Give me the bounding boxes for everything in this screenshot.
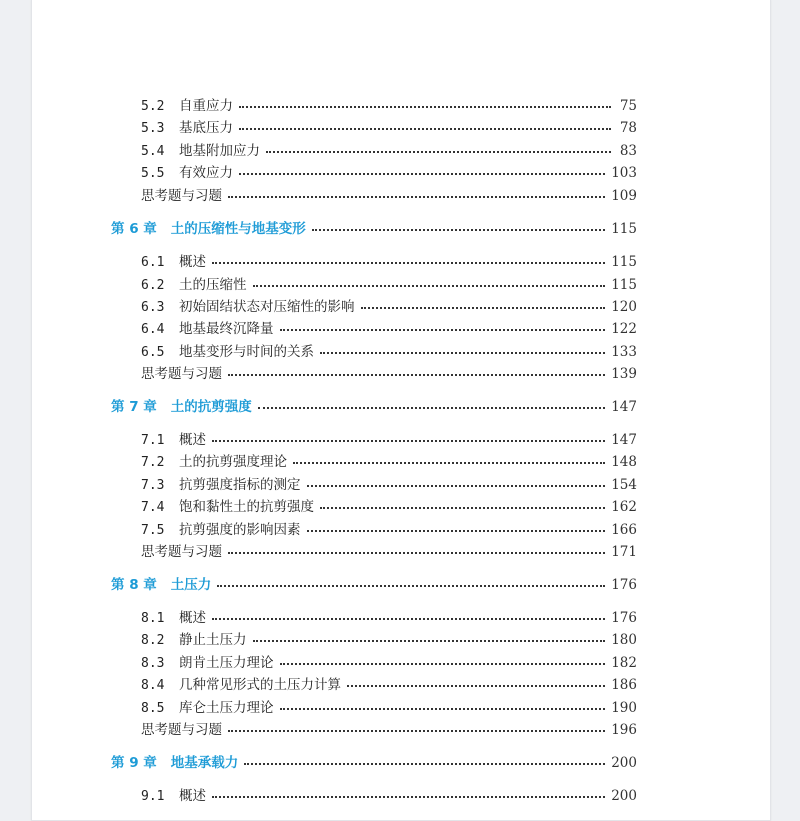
toc-page-number: 78 xyxy=(619,120,637,136)
toc-page-number: 147 xyxy=(611,432,637,448)
toc-title: 概述 xyxy=(179,254,206,270)
dot-leader xyxy=(253,640,606,642)
toc-section[interactable] xyxy=(141,521,637,539)
dot-leader xyxy=(212,440,605,442)
toc-title: 朗肯土压力理论 xyxy=(179,655,274,671)
toc-page-number: 186 xyxy=(611,677,637,693)
toc-page-number: 200 xyxy=(611,788,637,804)
toc-section[interactable] xyxy=(141,276,637,294)
toc-page-number: 176 xyxy=(611,610,637,626)
toc-chapter[interactable] xyxy=(111,398,637,416)
toc-title: 抗剪强度的影响因素 xyxy=(179,522,301,538)
dot-leader xyxy=(266,151,611,153)
toc-title: 思考题与习题 xyxy=(141,366,222,382)
toc-section[interactable] xyxy=(141,498,637,516)
toc-number: 7.2 xyxy=(141,455,165,470)
dot-leader xyxy=(239,128,611,130)
toc-number: 8.1 xyxy=(141,611,165,626)
dot-leader xyxy=(280,708,606,710)
toc-page-number: 200 xyxy=(611,755,637,771)
dot-leader xyxy=(280,329,606,331)
dot-leader xyxy=(239,173,605,175)
toc-number: 5.3 xyxy=(141,121,165,136)
toc-section[interactable] xyxy=(141,654,637,672)
dot-leader xyxy=(212,618,605,620)
toc-number: 第 8 章 xyxy=(111,577,157,593)
toc-number: 6.5 xyxy=(141,345,165,360)
toc-title: 思考题与习题 xyxy=(141,722,222,738)
toc-page-number: 148 xyxy=(611,454,637,470)
toc-exercises[interactable] xyxy=(141,721,637,739)
toc-title: 地基承载力 xyxy=(170,755,239,771)
toc-page-number: 122 xyxy=(611,321,637,337)
toc-exercises[interactable] xyxy=(141,365,637,383)
toc-page-number: 147 xyxy=(611,399,637,415)
toc-page-number: 176 xyxy=(611,577,637,593)
toc-page-number: 115 xyxy=(611,254,637,270)
toc-number: 8.3 xyxy=(141,656,165,671)
toc-section[interactable] xyxy=(141,320,637,338)
toc-page-number: 171 xyxy=(611,544,637,560)
dot-leader xyxy=(217,585,605,587)
dot-leader xyxy=(307,530,606,532)
toc-title: 地基最终沉降量 xyxy=(179,321,274,337)
toc-section[interactable] xyxy=(141,787,637,805)
toc-title: 土的压缩性与地基变形 xyxy=(170,221,306,237)
toc-title: 地基附加应力 xyxy=(179,143,260,159)
toc-title: 概述 xyxy=(179,432,206,448)
dot-leader xyxy=(244,763,605,765)
toc-title: 思考题与习题 xyxy=(141,544,222,560)
toc-number: 6.2 xyxy=(141,278,165,293)
toc-title: 抗剪强度指标的测定 xyxy=(179,477,301,493)
toc-page-number: 154 xyxy=(611,477,637,493)
toc-title: 概述 xyxy=(179,610,206,626)
toc-section[interactable] xyxy=(141,343,637,361)
toc-section[interactable] xyxy=(141,97,637,115)
dot-leader xyxy=(312,229,605,231)
toc-title: 概述 xyxy=(179,788,206,804)
toc-chapter[interactable] xyxy=(111,576,637,594)
toc-title: 几种常见形式的土压力计算 xyxy=(179,677,341,693)
toc-title: 自重应力 xyxy=(179,98,233,114)
toc-page-number: 196 xyxy=(611,722,637,738)
toc-page-number: 120 xyxy=(611,299,637,315)
toc-page-number: 162 xyxy=(611,499,637,515)
toc-section[interactable] xyxy=(141,476,637,494)
toc-section[interactable] xyxy=(141,699,637,717)
dot-leader xyxy=(320,352,605,354)
dot-leader xyxy=(228,552,605,554)
toc-chapter[interactable] xyxy=(111,220,637,238)
toc-title: 饱和黏性土的抗剪强度 xyxy=(179,499,314,515)
toc-section[interactable] xyxy=(141,431,637,449)
toc-section[interactable] xyxy=(141,119,637,137)
toc-number: 6.4 xyxy=(141,322,165,337)
toc-exercises[interactable] xyxy=(141,543,637,561)
toc-page-number: 75 xyxy=(619,98,637,114)
toc-page-number: 166 xyxy=(611,522,637,538)
toc-section[interactable] xyxy=(141,142,637,160)
toc-section[interactable] xyxy=(141,676,637,694)
dot-leader xyxy=(258,407,605,409)
toc-number: 5.4 xyxy=(141,144,165,159)
toc-number: 8.5 xyxy=(141,701,165,716)
toc-number: 第 7 章 xyxy=(111,399,157,415)
toc-title: 土的抗剪强度理论 xyxy=(179,454,287,470)
toc-page-number: 180 xyxy=(611,632,637,648)
toc-page-number: 190 xyxy=(611,700,637,716)
toc-title: 基底压力 xyxy=(179,120,233,136)
toc-section[interactable] xyxy=(141,164,637,182)
toc-number: 第 6 章 xyxy=(111,221,157,237)
toc-exercises[interactable] xyxy=(141,187,637,205)
dot-leader xyxy=(228,374,605,376)
toc-page-number: 103 xyxy=(611,165,637,181)
dot-leader xyxy=(228,196,605,198)
toc-number: 7.3 xyxy=(141,478,165,493)
toc-number: 9.1 xyxy=(141,789,165,804)
toc-section[interactable] xyxy=(141,609,637,627)
toc-number: 7.5 xyxy=(141,523,165,538)
toc-title: 思考题与习题 xyxy=(141,188,222,204)
toc-section[interactable] xyxy=(141,631,637,649)
toc-page-number: 139 xyxy=(611,366,637,382)
dot-leader xyxy=(228,730,605,732)
toc-section[interactable] xyxy=(141,453,637,471)
dot-leader xyxy=(347,685,605,687)
toc-page-number: 133 xyxy=(611,344,637,360)
toc-number: 8.4 xyxy=(141,678,165,693)
toc-number: 5.5 xyxy=(141,166,165,181)
dot-leader xyxy=(280,663,606,665)
dot-leader xyxy=(239,106,611,108)
dot-leader xyxy=(212,796,605,798)
toc-title: 初始固结状态对压缩性的影响 xyxy=(179,299,355,315)
toc-title: 土的抗剪强度 xyxy=(170,399,252,415)
toc-number: 6.1 xyxy=(141,255,165,270)
toc-number: 第 9 章 xyxy=(111,755,157,771)
toc-page-number: 109 xyxy=(611,188,637,204)
toc-number: 6.3 xyxy=(141,300,165,315)
toc-chapter[interactable] xyxy=(111,754,637,772)
toc-number: 7.1 xyxy=(141,433,165,448)
toc-section[interactable] xyxy=(141,253,637,271)
toc-title: 地基变形与时间的关系 xyxy=(179,344,314,360)
dot-leader xyxy=(320,507,605,509)
toc-number: 5.2 xyxy=(141,99,165,114)
toc-title: 土压力 xyxy=(170,577,212,593)
dot-leader xyxy=(253,285,606,287)
dot-leader xyxy=(212,262,605,264)
toc-number: 7.4 xyxy=(141,500,165,515)
toc-number: 8.2 xyxy=(141,633,165,648)
toc-title: 有效应力 xyxy=(179,165,233,181)
toc-title: 静止土压力 xyxy=(179,632,247,648)
dot-leader xyxy=(293,462,605,464)
toc-page-number: 115 xyxy=(611,221,637,237)
dot-leader xyxy=(361,307,606,309)
toc-title: 土的压缩性 xyxy=(179,277,247,293)
dot-leader xyxy=(307,485,606,487)
toc-page-number: 83 xyxy=(619,143,637,159)
toc-page-number: 182 xyxy=(611,655,637,671)
toc-page-number: 115 xyxy=(611,277,637,293)
toc-title: 库仑土压力理论 xyxy=(179,700,274,716)
toc-section[interactable] xyxy=(141,298,637,316)
